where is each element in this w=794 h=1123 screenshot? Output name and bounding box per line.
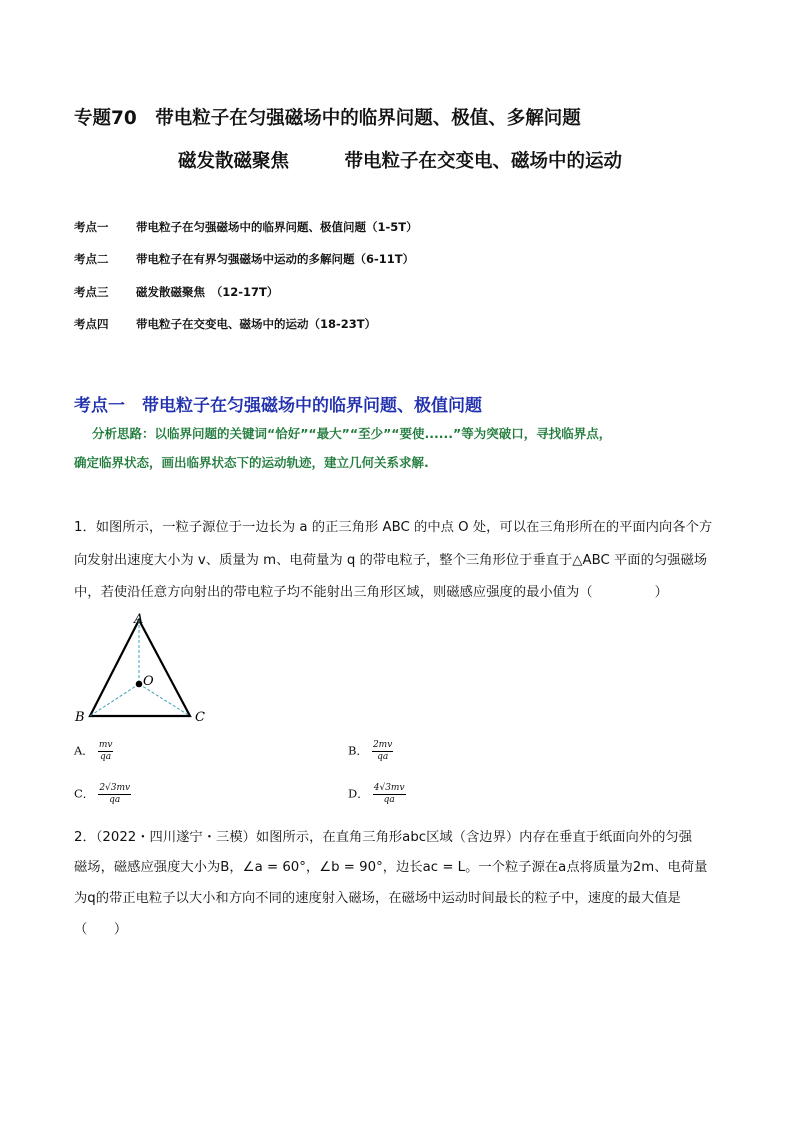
q1-text-line2: 向发射出速度大小为 v、质量为 m、电荷量为 q 的带电粒子，整个三角形位于垂直于△ABC 平面的匀强磁场 [74,553,708,568]
toc-item-1 [74,219,418,235]
option-b[interactable]: B． $\frac{2mv}{qa}$ [348,740,393,762]
triangle-abc [90,620,190,716]
option-d[interactable]: D． $\frac{4√3mv}{qa}$ [348,783,405,805]
toc-item-2 [74,251,414,267]
analysis-text-line1: 分析思路：以临界问题的关键词“恰好”“最大”“至少”“要使......”等为突破口，寻找临界点， [92,426,612,441]
toc-label: 考点三 [74,285,109,299]
vertex-label-a: A [134,612,144,627]
option-a-fraction: $\frac{mv}{qa}$ [98,740,113,762]
vertex-label-b: B [75,710,85,725]
triangle-figure [70,608,220,730]
option-d-fraction: $\frac{4√3mv}{qa}$ [373,783,405,805]
option-a[interactable]: A． $\frac{mv}{qa}$ [74,740,113,762]
option-b-fraction: $\frac{2mv}{qa}$ [372,740,393,762]
toc-label: 考点二 [74,252,109,266]
option-c-fraction: $\frac{2√3mv}{qa}$ [99,783,131,805]
toc-item-3 [74,284,278,300]
center-label-o: O [143,674,154,689]
q2-text-line4: （ ） [74,922,128,937]
toc-text: 带电粒子在匀强磁场中的临界问题、极值问题（1-5T） [136,220,418,234]
toc-text: 带电粒子在有界匀强磁场中运动的多解问题（6-11T） [136,252,415,266]
page-title-line2: 磁发散磁聚焦 带电粒子在交变电、磁场中的运动 [178,151,623,172]
q2-text-line1: 2．（2022・四川遂宁・三模）如图所示，在直角三角形abc区域（含边界）内存在垂直于纸面向外的匀强 [74,830,693,845]
toc-label: 考点四 [74,317,109,331]
q2-text-line3: 为q的带正电粒子以大小和方向不同的速度射入磁场，在磁场中运动时间最长的粒子中，速度的最大值是 [74,891,681,906]
toc-label: 考点一 [74,220,109,234]
option-c[interactable]: C． $\frac{2√3mv}{qa}$ [74,783,131,805]
toc-text: 带电粒子在交变电、磁场中的运动（18-23T） [136,317,377,331]
center-point-o [136,681,143,688]
q1-text-line3: 中，若使沿任意方向射出的带电粒子均不能射出三角形区域，则磁感应强度的最小值为（ ） [74,585,668,600]
toc-item-4 [74,316,376,332]
toc-text: 磁发散磁聚焦 （12-17T） [136,285,279,299]
q2-text-line2: 磁场，磁感应强度大小为B，∠a = 60°，∠b = 90°，边长ac = L。一个粒子源在a点将质量为2m、电荷量 [74,860,708,875]
q1-text-line1: 1．如图所示，一粒子源位于一边长为 a 的正三角形 ABC 的中点 O 处，可以在三角形所在的平面内向各个方 [74,520,713,535]
vertex-label-c: C [195,710,205,725]
analysis-text-line2: 确定临界状态，画出临界状态下的运动轨迹，建立几何关系求解. [74,455,429,470]
page-title-line1: 专题70 带电粒子在匀强磁场中的临界问题、极值、多解问题 [74,108,581,129]
section-heading: 考点一 带电粒子在匀强磁场中的临界问题、极值问题 [74,396,482,416]
